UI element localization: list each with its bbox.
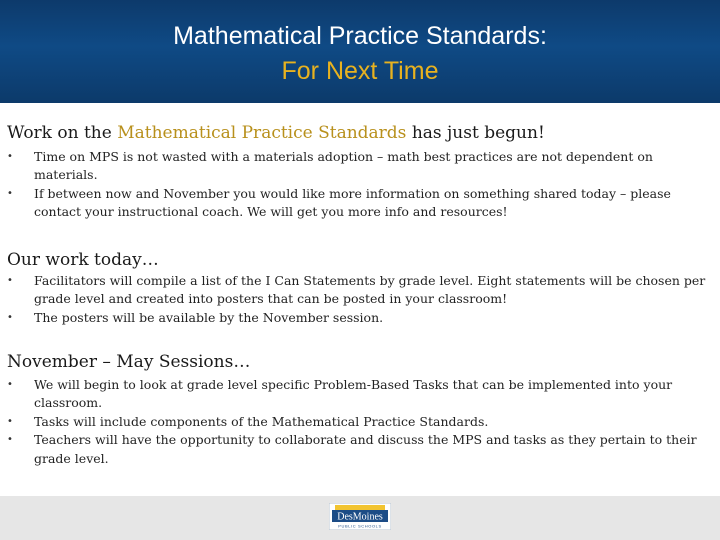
slide-title: Mathematical Practice Standards:	[173, 22, 547, 50]
list-item: • If between now and November you would like more information on something shared today – please contact your instructional coach. We will get you more info and resources!	[7, 185, 671, 220]
logo-text: DesMoines	[337, 511, 383, 523]
bullet-list-work-begun	[7, 148, 713, 222]
bullet-icon: •	[7, 151, 13, 162]
list-item: • Time on MPS is not wasted with a materials adoption – math best practices are not dependent on materials.	[7, 149, 653, 183]
heading-text: has just begun!	[406, 123, 545, 143]
des-moines-public-schools-logo-icon	[329, 503, 391, 530]
section-heading-work-begun	[7, 123, 545, 143]
title-banner	[0, 0, 720, 103]
bullet-icon: •	[7, 311, 13, 323]
logo-subtext: PUBLIC SCHOOLS	[338, 523, 382, 529]
bullet-list-november-may	[7, 376, 713, 468]
bullet-icon: •	[7, 434, 13, 446]
bullet-icon: •	[7, 275, 13, 286]
section-heading-our-work-today: Our work today…	[7, 250, 159, 270]
slide-subtitle: For Next Time	[281, 57, 439, 85]
bullet-icon: •	[7, 379, 13, 390]
list-item: • The posters will be available by the November session.	[7, 309, 713, 327]
section-heading-november-may: November – May Sessions…	[7, 352, 251, 372]
list-item: • Teachers will have the opportunity to collaborate and discuss the MPS and tasks as they pertain to their grade level.	[7, 432, 697, 466]
heading-text: Work on the	[7, 123, 118, 143]
list-item: • Facilitators will compile a list of the I Can Statements by grade level. Eight statements will be chosen per grade level and created into posters that can be posted in your classroom!	[7, 273, 706, 307]
list-item: • Tasks will include components of the Mathematical Practice Standards.	[7, 413, 713, 431]
bullet-icon: •	[7, 415, 13, 427]
heading-accent-text: Mathematical Practice Standards	[117, 123, 407, 143]
list-item: • We will begin to look at grade level specific Problem-Based Tasks that can be implemented into your classroom.	[7, 377, 673, 411]
bullet-icon: •	[7, 187, 13, 199]
bullet-list-our-work-today	[7, 272, 713, 327]
